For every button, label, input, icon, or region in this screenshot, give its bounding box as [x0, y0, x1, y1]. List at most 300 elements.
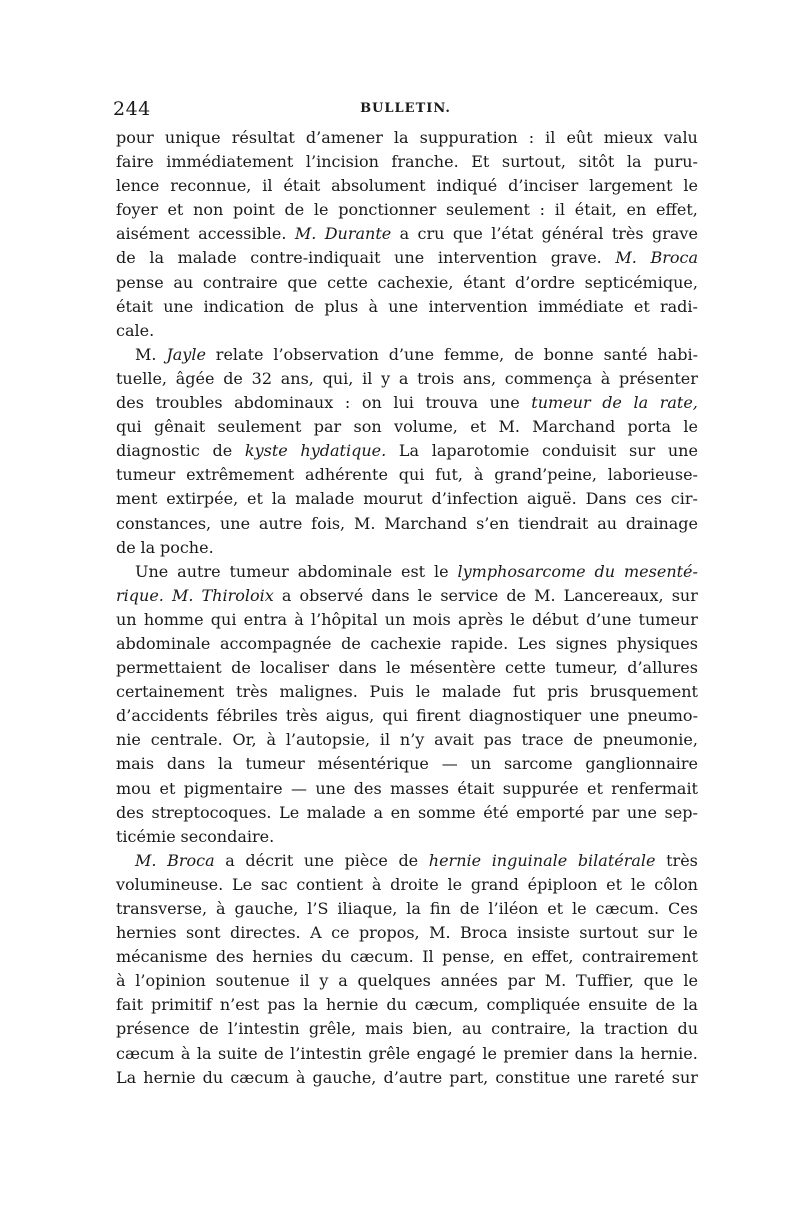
- word: et: [470, 417, 487, 437]
- word: puru-: [654, 152, 698, 172]
- word: physiques: [616, 633, 698, 653]
- word: au: [173, 272, 194, 292]
- word: service: [440, 585, 499, 605]
- word: qui: [398, 465, 425, 485]
- word: des: [116, 802, 144, 822]
- word: primitif: [151, 995, 212, 1015]
- page-number: 244: [113, 98, 151, 120]
- word: laborieuse-: [607, 465, 698, 485]
- word: l’incision: [305, 152, 379, 172]
- word: septicémique,: [584, 272, 698, 292]
- word: Il: [422, 947, 434, 967]
- italic-word: bilatérale: [577, 850, 656, 870]
- word: a: [225, 850, 235, 870]
- word: sont: [185, 923, 221, 943]
- italic-word: Broca: [650, 248, 698, 268]
- word: n’y: [399, 730, 425, 750]
- word: Ces: [667, 899, 698, 918]
- word: le: [434, 561, 449, 581]
- word: transverse,: [116, 899, 208, 918]
- word: part,: [449, 1067, 489, 1087]
- word: fébriles: [216, 706, 278, 726]
- word: localiser: [260, 658, 329, 678]
- word: cæcum: [116, 1043, 175, 1063]
- word: il: [299, 971, 310, 991]
- word: Une: [135, 561, 169, 581]
- word: traction: [604, 1019, 669, 1039]
- text-line: [116, 150, 698, 174]
- word: diagnostiquer: [468, 706, 582, 726]
- word: Tuffier,: [575, 971, 634, 991]
- text-line: [116, 728, 698, 752]
- word: a: [398, 368, 409, 388]
- word: d’ordre: [515, 272, 575, 292]
- word: M.: [544, 971, 567, 991]
- text-line: [116, 319, 698, 343]
- word: accompagnée: [219, 633, 332, 653]
- word: au: [597, 513, 618, 533]
- word: le: [683, 923, 698, 943]
- word: permettaient: [116, 658, 222, 678]
- word: grand: [470, 874, 519, 894]
- word: de: [223, 368, 243, 388]
- word: contre-indiquait: [250, 248, 381, 268]
- word: :: [528, 128, 535, 147]
- text-line: [116, 801, 698, 825]
- italic-word: rique.: [116, 585, 164, 605]
- word: Or,: [232, 730, 257, 750]
- word: eût: [566, 128, 593, 147]
- word: —: [441, 754, 458, 774]
- word: malade: [306, 802, 366, 822]
- word: aisément: [116, 224, 190, 244]
- text-line: [116, 777, 698, 801]
- word: à: [600, 368, 611, 388]
- word: adhérente: [305, 465, 388, 485]
- word: l’hôpital: [310, 609, 378, 629]
- word: étant: [463, 272, 506, 292]
- body-text: [116, 126, 698, 1090]
- word: début: [532, 609, 579, 629]
- word: trace: [521, 730, 564, 750]
- word: de: [655, 995, 676, 1015]
- word: et: [167, 200, 184, 220]
- text-line: [116, 608, 698, 632]
- word: ans,: [462, 368, 497, 388]
- text-line: [116, 415, 698, 439]
- word: du: [386, 995, 407, 1015]
- word: habi-: [657, 344, 698, 364]
- word: et: [547, 899, 564, 918]
- word: ponctionner: [338, 200, 437, 220]
- text-line: [116, 656, 698, 680]
- word: a: [399, 224, 410, 244]
- text-line: [116, 680, 698, 704]
- italic-word: tumeur: [531, 393, 591, 413]
- word: de: [341, 633, 361, 653]
- word: était,: [574, 200, 617, 220]
- word: entra: [243, 609, 288, 629]
- word: l’intestin: [228, 1019, 300, 1039]
- word: suite: [218, 1043, 258, 1063]
- italic-word: hydatique.: [300, 441, 387, 461]
- word: tumeur: [638, 609, 698, 629]
- word: le: [683, 417, 698, 437]
- word: quelques: [357, 971, 431, 991]
- word: grêle: [368, 1043, 411, 1063]
- word: d’amener: [305, 128, 383, 147]
- word: Puis: [369, 682, 404, 702]
- word: la: [140, 537, 156, 557]
- word: mécanisme: [116, 947, 208, 967]
- italic-word: inguinale: [491, 850, 568, 870]
- word: dans: [166, 754, 206, 774]
- word: La: [116, 1067, 137, 1087]
- word: était: [283, 176, 321, 196]
- word: femme,: [443, 344, 505, 364]
- word: une: [577, 1067, 608, 1087]
- word: droite: [390, 874, 439, 894]
- word: très: [285, 706, 318, 726]
- word: nie: [116, 730, 141, 750]
- word: unique: [164, 128, 221, 147]
- word: Le: [232, 874, 253, 894]
- word: seulement: [217, 417, 302, 437]
- word: faire: [116, 152, 154, 172]
- word: mais: [116, 754, 155, 774]
- word: fin: [429, 899, 451, 918]
- word: mésentère: [410, 658, 496, 678]
- word: centrale.: [150, 730, 223, 750]
- word: la: [406, 899, 421, 918]
- word: :: [539, 200, 546, 220]
- word: il: [545, 128, 556, 147]
- word: bien,: [412, 1019, 453, 1039]
- word: pneumonie,: [602, 730, 698, 750]
- italic-word: lymphosarcome: [457, 561, 586, 581]
- word: radi-: [659, 296, 698, 316]
- word: après: [457, 609, 504, 629]
- word: grand’peine,: [494, 465, 597, 485]
- word: à: [294, 609, 304, 629]
- word: homme: [143, 609, 204, 629]
- word: Et: [471, 152, 490, 172]
- text-line: [116, 246, 698, 270]
- word: il: [262, 176, 273, 196]
- text-line: [116, 560, 698, 584]
- text-line: [116, 343, 698, 367]
- word: M.: [353, 513, 376, 533]
- word: une: [303, 850, 334, 870]
- word: relate: [215, 344, 264, 364]
- italic-word: de: [602, 393, 622, 413]
- word: la: [303, 995, 318, 1015]
- word: constances,: [116, 513, 212, 533]
- word: des: [353, 778, 382, 798]
- word: gênait: [154, 417, 206, 437]
- word: été: [483, 802, 509, 822]
- word: plus: [324, 296, 359, 316]
- word: aiguë.: [526, 489, 577, 509]
- text-line: [116, 993, 698, 1017]
- word: sur: [647, 923, 674, 943]
- word: indication: [203, 296, 285, 316]
- word: propos,: [358, 923, 420, 943]
- word: l’intestin: [290, 1043, 362, 1063]
- word: sarcome: [503, 754, 573, 774]
- word: a: [373, 802, 383, 822]
- italic-word: Broca: [167, 850, 215, 870]
- word: mésentérique: [317, 754, 429, 774]
- word: que: [452, 224, 483, 244]
- word: mourut: [363, 489, 423, 509]
- word: santé: [603, 344, 648, 364]
- word: de: [199, 1019, 219, 1039]
- text-line: [116, 126, 698, 150]
- word: le: [482, 1043, 497, 1063]
- word: une: [489, 393, 520, 413]
- word: y: [319, 971, 329, 991]
- word: M.: [534, 585, 556, 605]
- word: de: [398, 850, 419, 870]
- word: dans: [371, 585, 410, 605]
- word: épiploon: [527, 874, 598, 894]
- word: abdominaux: [234, 393, 334, 413]
- word: un: [116, 609, 137, 629]
- word: il: [379, 730, 391, 750]
- word: cir-: [670, 489, 698, 509]
- word: certainement: [116, 682, 225, 702]
- word: suppurée: [502, 778, 579, 798]
- word: tuelle,: [116, 368, 167, 388]
- word: premier: [503, 1043, 569, 1063]
- word: intervention: [428, 296, 528, 316]
- word: de: [116, 537, 136, 557]
- word: du: [321, 947, 342, 967]
- word: a: [281, 585, 292, 605]
- word: ensuite: [588, 995, 648, 1015]
- text-line: [116, 921, 698, 945]
- word: le: [417, 585, 433, 605]
- word: d’inciser: [508, 176, 579, 196]
- word: sur: [671, 585, 698, 605]
- text-line: [116, 825, 698, 849]
- italic-word: Durante: [324, 224, 392, 244]
- text-line: [116, 632, 698, 656]
- word: Les: [517, 633, 547, 653]
- text-line: [116, 295, 698, 319]
- word: à: [371, 874, 382, 894]
- word: cæcum: [230, 1067, 289, 1087]
- word: présence: [116, 1019, 190, 1039]
- word: l’S: [307, 899, 329, 918]
- word: des: [215, 947, 244, 967]
- word: le: [510, 609, 525, 629]
- word: rapide.: [450, 633, 509, 653]
- word: de: [284, 200, 305, 220]
- word: d’une: [585, 609, 632, 629]
- word: l’iléon: [488, 899, 539, 918]
- word: par: [507, 971, 536, 991]
- word: masses: [390, 778, 449, 798]
- word: autre: [177, 561, 221, 581]
- word: 32: [251, 368, 272, 388]
- word: la: [626, 152, 642, 172]
- word: en: [503, 947, 524, 967]
- word: de: [263, 1043, 284, 1063]
- word: autre: [258, 513, 303, 533]
- word: hernie: [326, 995, 379, 1015]
- word: insiste: [516, 923, 570, 943]
- word: grave: [651, 224, 698, 244]
- word: fois,: [311, 513, 346, 533]
- text-line: [116, 487, 698, 511]
- word: surtout: [579, 923, 639, 943]
- word: résultat: [231, 128, 295, 147]
- text-line: [116, 536, 698, 560]
- word: drainage: [625, 513, 698, 533]
- word: une: [394, 248, 425, 268]
- word: absolument: [331, 176, 426, 196]
- word: l’état: [491, 224, 534, 244]
- word: ans,: [280, 368, 314, 388]
- word: la: [580, 1019, 595, 1039]
- word: hernies: [116, 923, 177, 943]
- word: le: [630, 874, 646, 894]
- word: firent: [416, 706, 461, 726]
- word: somme: [417, 802, 476, 822]
- word: tumeur,: [555, 658, 618, 678]
- word: valu: [663, 128, 698, 147]
- text-line: [116, 945, 698, 969]
- word: le: [683, 971, 698, 991]
- word: la: [393, 128, 409, 147]
- word: suppuration: [419, 128, 518, 147]
- word: signes: [555, 633, 608, 653]
- word: qui: [210, 609, 237, 629]
- word: tumeur: [116, 465, 176, 485]
- word: constitue: [495, 1067, 571, 1087]
- word: le: [572, 899, 587, 918]
- word: contrairement: [581, 947, 698, 967]
- word: présenter: [619, 368, 698, 388]
- word: grave.: [550, 248, 602, 268]
- text-line: [116, 439, 698, 463]
- text-line: [116, 1042, 698, 1066]
- word: et: [606, 874, 623, 894]
- word: reconnue,: [170, 176, 252, 196]
- word: cru: [417, 224, 445, 244]
- word: cæcum.: [350, 947, 414, 967]
- word: d’allures: [627, 658, 698, 678]
- text-line: [116, 463, 698, 487]
- word: et: [586, 778, 603, 798]
- word: non: [193, 200, 224, 220]
- word: qui,: [322, 368, 354, 388]
- word: à: [368, 296, 378, 316]
- word: d’autre: [383, 1067, 443, 1087]
- text-line: [116, 271, 698, 295]
- text-line: [116, 222, 698, 246]
- word: une: [589, 706, 620, 726]
- word: cachexie: [370, 633, 442, 653]
- italic-word: kyste: [244, 441, 288, 461]
- word: hernie.: [640, 1043, 698, 1063]
- word: sur: [629, 441, 656, 461]
- word: la: [217, 754, 233, 774]
- word: à: [266, 730, 276, 750]
- word: un: [470, 754, 492, 774]
- text-line: [116, 873, 698, 897]
- text-line: [116, 198, 698, 222]
- word: était: [116, 296, 153, 316]
- word: fut,: [435, 465, 463, 485]
- word: et: [159, 778, 176, 798]
- word: engagé: [416, 1043, 476, 1063]
- italic-word: Jayle: [166, 344, 206, 364]
- italic-word: M.: [615, 248, 637, 268]
- word: de: [212, 441, 233, 461]
- word: avait: [434, 730, 474, 750]
- word: lui: [393, 393, 414, 413]
- word: qui: [382, 706, 409, 726]
- word: Marchand: [384, 513, 468, 533]
- word: conduisit: [541, 441, 617, 461]
- word: des: [116, 393, 144, 413]
- text-line: [116, 969, 698, 993]
- word: pour: [116, 128, 154, 147]
- word: d’infection: [431, 489, 519, 509]
- word: rareté: [614, 1067, 665, 1087]
- word: renfermait: [611, 778, 698, 798]
- word: emporté: [516, 802, 585, 822]
- word: laparotomie: [431, 441, 530, 461]
- word: ment: [116, 489, 158, 509]
- text-line: [116, 1017, 698, 1041]
- word: Lancereaux,: [563, 585, 664, 605]
- word: à: [295, 1067, 306, 1087]
- word: âgée: [175, 368, 215, 388]
- word: M.: [429, 923, 451, 943]
- word: très: [611, 224, 644, 244]
- word: aigus,: [325, 706, 375, 726]
- word: abdominale: [297, 561, 393, 581]
- word: malade: [295, 489, 355, 509]
- word: en: [626, 200, 647, 220]
- word: une: [219, 513, 251, 533]
- word: est: [400, 561, 426, 581]
- word: pigmentaire: [183, 778, 283, 798]
- word: d’une: [388, 344, 435, 364]
- word: cæcum.: [595, 899, 660, 918]
- word: et: [247, 489, 263, 509]
- italic-word: M.: [135, 850, 157, 870]
- word: directes.: [229, 923, 301, 943]
- word: la: [619, 1043, 634, 1063]
- italic-word: M.: [171, 585, 194, 605]
- running-head: BULLETIN.: [360, 101, 451, 116]
- word: a: [338, 971, 348, 991]
- word: général: [541, 224, 604, 244]
- word: mois: [412, 609, 451, 629]
- word: cette: [505, 658, 546, 678]
- word: et: [633, 296, 650, 316]
- word: cæcum,: [414, 995, 479, 1015]
- word: de: [116, 248, 136, 268]
- word: pièce: [344, 850, 388, 870]
- word: abdominale: [116, 633, 211, 653]
- word: n’est: [219, 995, 260, 1015]
